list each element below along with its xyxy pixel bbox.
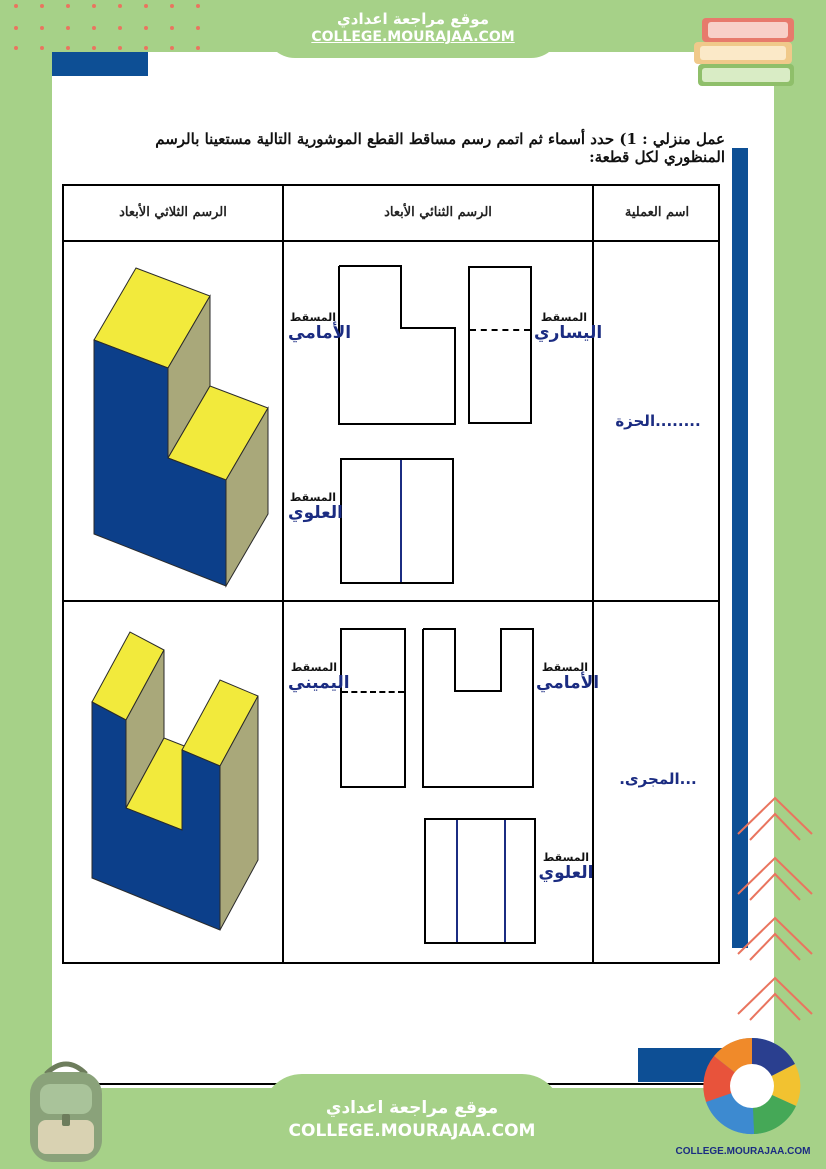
- groove-top-view-line-1: [456, 820, 458, 942]
- decorative-dots: [4, 0, 204, 56]
- groove-right-view: [340, 628, 406, 788]
- label-top-view: المسقط العلوي: [288, 491, 343, 523]
- books-icon: [692, 12, 804, 96]
- projection-table: [62, 184, 720, 964]
- header-site-name: موقع مراجعة اعدادي: [337, 10, 489, 28]
- header-two-d: الرسم الثنائي الأبعاد: [384, 205, 492, 220]
- notch-solid-drawing: [86, 258, 270, 590]
- notch-top-view: [340, 458, 454, 584]
- groove-top-view: [424, 818, 536, 944]
- site-header[interactable]: [265, 0, 561, 58]
- answer-row-2[interactable]: ...المجرى.: [619, 770, 697, 788]
- label-front-view: المسقط الأمامي: [288, 311, 352, 343]
- groove-top-view-line-2: [504, 820, 506, 942]
- header-site-url[interactable]: COLLEGE.MOURAJAA.COM: [311, 29, 515, 45]
- answer-row-1[interactable]: ........الحزة: [615, 412, 701, 430]
- logo-caption: COLLEGE.MOURAJAA.COM: [675, 1146, 811, 1157]
- footer-site-url[interactable]: COLLEGE.MOURAJAA.COM: [288, 1121, 536, 1141]
- header-three-d: الرسم الثلاثي الأبعاد: [119, 205, 227, 220]
- notch-left-view: [468, 266, 532, 424]
- header-operation: اسم العملية: [624, 205, 690, 220]
- notch-front-view: [338, 265, 456, 425]
- label-front-view-2: المسقط الأمامي: [536, 661, 600, 693]
- label-top-view-2: المسقط العلوي: [538, 851, 594, 883]
- groove-front-view: [422, 628, 534, 788]
- accent-bar-top-left: [52, 52, 148, 76]
- chevron-up-icon: [732, 790, 818, 1030]
- backpack-icon: [16, 1054, 116, 1166]
- groove-right-view-hidden-line: [342, 691, 404, 693]
- exercise-title: عمل منزلي : 1) حدد أسماء ثم اتمم رسم مساقط القطع الموشورية التالية مستعينا بالرسم المنظوري لكل قطعة:: [155, 130, 725, 166]
- label-right-view: المسقط اليميني: [288, 661, 350, 693]
- footer-site-name: موقع مراجعة اعدادي: [325, 1098, 499, 1118]
- groove-solid-drawing: [90, 624, 262, 936]
- site-footer[interactable]: [262, 1074, 562, 1169]
- notch-top-view-line: [400, 460, 402, 582]
- notch-left-view-hidden-line: [470, 329, 530, 331]
- label-left-view: المسقط اليساري: [534, 311, 603, 343]
- site-logo-icon[interactable]: [692, 1022, 818, 1140]
